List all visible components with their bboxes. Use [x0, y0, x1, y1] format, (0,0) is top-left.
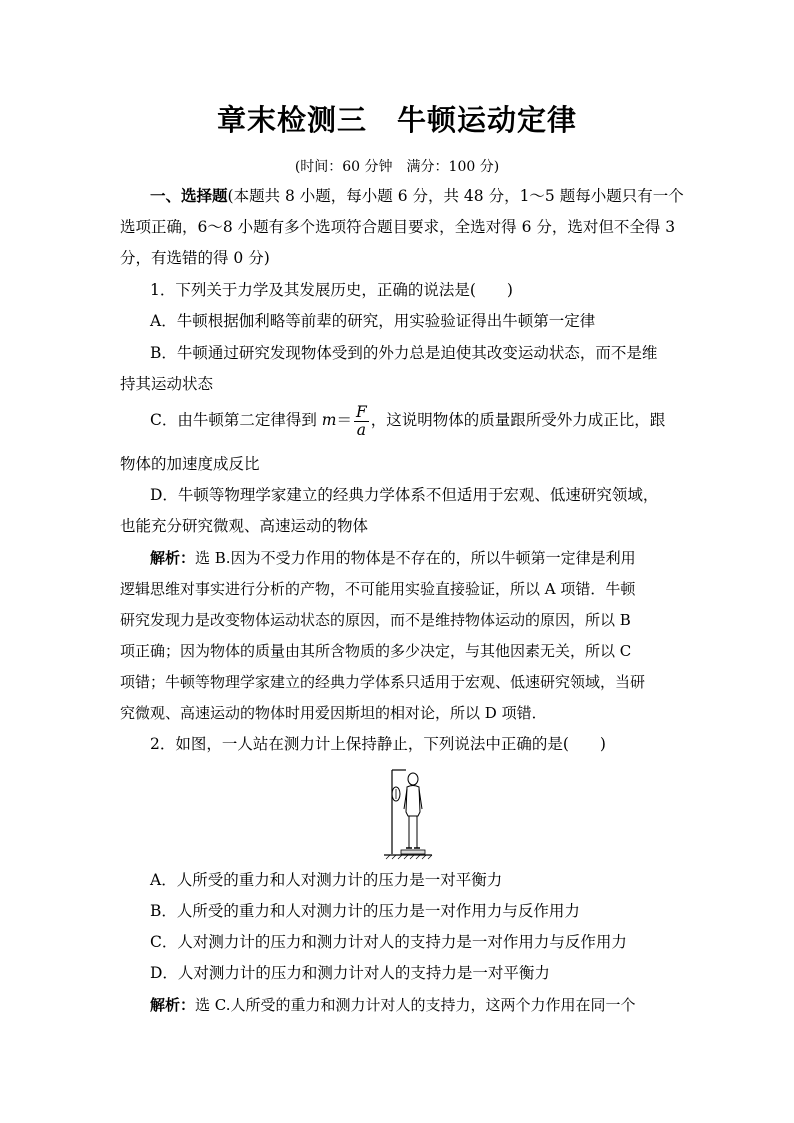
formula-equals: ＝: [336, 411, 353, 429]
question-1-option-c-line-2: 物体的加速度成反比: [120, 455, 260, 473]
question-1-option-b-line-2: 持其运动状态: [120, 375, 214, 393]
analysis-label: 解析：: [150, 996, 196, 1014]
analysis-text: 选 B.因为不受力作用的物体是不存在的，所以牛顿第一定律是利用: [195, 549, 636, 567]
formula-fraction: [354, 404, 369, 439]
section-intro-line-2: 选项正确，6～8 小题有多个选项符合题目要求，全选对得 6 分，选对但不全得 3: [120, 218, 676, 236]
person-on-scale-figure: [382, 764, 434, 860]
question-1-analysis-line-3: 研究发现力是改变物体运动状态的原因，而不是维持物体运动的原因，所以 B: [120, 611, 631, 629]
question-1-option-a: A．牛顿根据伽利略等前辈的研究，用实验验证得出牛顿第一定律: [150, 312, 596, 330]
question-2-analysis-line-1: [150, 995, 636, 1015]
question-2-option-b: B．人所受的重力和人对测力计的压力是一对作用力与反作用力: [150, 902, 580, 920]
formula-denominator: a: [356, 420, 367, 439]
section-intro-text: (本题共 8 小题，每小题 6 分，共 48 分，1～5 题每小题只有一个: [227, 187, 684, 205]
question-1-option-d-line-1: D．牛顿等物理学家建立的经典力学体系不但适用于宏观、低速研究领域，: [150, 486, 659, 504]
section-intro-line-3: 分，有选错的得 0 分): [120, 249, 270, 267]
scale-platform: [401, 850, 425, 854]
question-1-option-b-line-1: B．牛顿通过研究发现物体受到的外力总是迫使其改变运动状态，而不是维: [150, 344, 658, 362]
question-1-option-c-line-1: [150, 402, 665, 439]
question-1-analysis-line-2: 逻辑思维对事实进行分析的产物，不可能用实验直接验证，所以 A 项错．牛顿: [120, 580, 636, 598]
analysis-label: 解析：: [150, 549, 196, 567]
question-2-option-c: C．人对测力计的压力和测力计对人的支持力是一对作用力与反作用力: [150, 933, 627, 951]
question-1-analysis-line-5: 项错；牛顿等物理学家建立的经典力学体系只适用于宏观、低速研究领域，当研: [120, 673, 646, 691]
question-1-analysis-line-1: [150, 548, 636, 568]
question-1-analysis-line-6: 究微观、高速运动的物体时用爱因斯坦的相对论，所以 D 项错．: [120, 704, 547, 722]
person-legs: [409, 816, 417, 848]
option-c-prefix: C．由牛顿第二定律得到: [150, 411, 322, 429]
person-torso: [406, 786, 420, 817]
analysis-text: 选 C.人所受的重力和测力计对人的支持力，这两个力作用在同一个: [195, 996, 636, 1014]
question-1-analysis-line-4: 项正确；因为物体的质量由其所含物质的多少决定，与其他因素无关，所以 C: [120, 642, 632, 660]
question-1-option-d-line-2: 也能充分研究微观、高速运动的物体: [120, 517, 369, 535]
question-2-option-d: D．人对测力计的压力和测力计对人的支持力是一对平衡力: [150, 964, 550, 982]
question-2-option-a: A．人所受的重力和人对测力计的压力是一对平衡力: [150, 871, 503, 889]
exam-info: (时间：60 分钟 满分：100 分): [294, 159, 500, 175]
formula-m: m: [321, 411, 337, 429]
question-1-stem: 1．下列关于力学及其发展历史，正确的说法是( ): [150, 281, 513, 299]
question-2-stem: 2．如图，一人站在测力计上保持静止，下列说法中正确的是( ): [150, 735, 606, 753]
option-c-suffix: ，这说明物体的质量跟所受外力成正比，跟: [370, 411, 666, 429]
section-intro-line-1: [150, 186, 684, 206]
page-title: 章末检测三 牛顿运动定律: [216, 103, 577, 137]
section-heading: 一、选择题: [150, 186, 228, 205]
formula-numerator: F: [356, 402, 367, 421]
person-head: [408, 773, 418, 785]
